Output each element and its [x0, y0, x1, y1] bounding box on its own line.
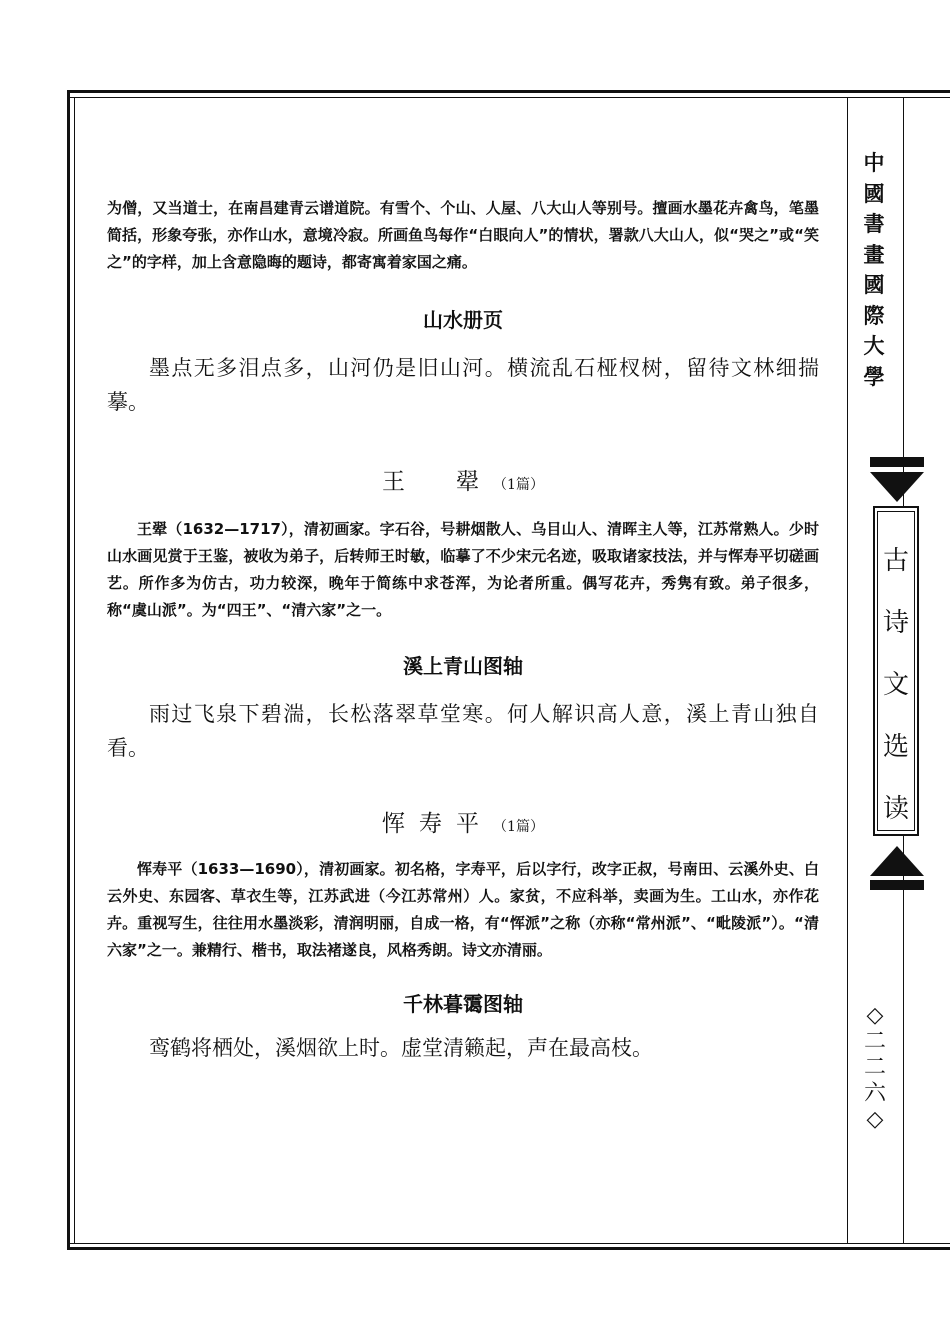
author-work-count: （1篇）: [493, 819, 544, 835]
title-cap-bar-top: [870, 457, 924, 467]
poem-title: 山水册页: [423, 308, 503, 332]
bio-yun-shouping: 恽寿平（1633—1690），清初画家。初名格，字寿平，后以字行，改字正叔，号南田、云溪外史、白云外史、东园客、草衣生等，江苏武进（今江苏常州）人。家贫，不应科举，卖画为生。工山水，亦作花卉。重视写生，往往用水墨淡彩，清润明丽，自成一格，有“恽派”之称（亦称“常州派”、“毗陵派”）。“清六家”之一。兼精行、楷书，取法褚遂良，风格秀朗。诗文亦清丽。: [107, 860, 819, 959]
poem-title: 溪上青山图轴: [403, 654, 523, 678]
bio-wang-hui: 王翚（1632—1717），清初画家。字石谷，号耕烟散人、乌目山人、清晖主人等，江苏常熟人。少时山水画见赏于王鉴，被收为弟子，后转师王时敏，临摹了不少宋元名迹，吸取诸家技法，并与恽寿平切磋画艺。所作多为仿古，功力较深，晚年于简练中求苍浑，为论者所重。偶写花卉，秀隽有致。弟子很多，称“虞山派”。为“四王”、“清六家”之一。: [107, 520, 819, 619]
poem-text: 鸾鹤将栖处，溪烟欲上时。虚堂清籁起，声在最高枝。: [149, 1036, 653, 1060]
book-title: 古诗文选读: [882, 546, 909, 824]
author-heading: [107, 463, 819, 496]
main-content: [107, 195, 819, 1065]
side-panel-left-line: [847, 97, 848, 1244]
frame-inner-bottom-line: [67, 1243, 950, 1244]
author-heading: [107, 805, 819, 838]
series-title: 中國書畫國際大學: [863, 150, 885, 389]
title-cap-bar-bottom: [870, 880, 924, 890]
bio-bada-shanren: 为僧，又当道士，在南昌建青云谱道院。有雪个、个山、人屋、八大山人等别号。擅画水墨花卉禽鸟，笔墨简括，形象夸张，亦作山水，意境冷寂。所画鱼鸟每作“白眼向人”的情状，署款八大山人，似“哭之”或“笑之”的字样，加上含意隐晦的题诗，都寄寓着家国之痛。: [107, 199, 819, 271]
frame-inner-left-line: [74, 97, 75, 1244]
poem-text: 雨过飞泉下碧湍，长松落翠草堂寒。何人解识高人意，溪上青山独自看。: [107, 702, 819, 760]
frame-inner-top-line: [67, 97, 950, 98]
poem-title: 千林暮霭图轴: [403, 992, 523, 1016]
title-cap-triangle-bottom: [870, 846, 924, 876]
title-cap-triangle-top: [870, 472, 924, 502]
page-number: ◇二二六◇: [863, 1003, 886, 1132]
author-name: 王 翚: [382, 469, 494, 495]
author-name: 恽寿平: [382, 811, 494, 837]
poem-text: 墨点无多泪点多，山河仍是旧山河。横流乱石桠杈树，留待文林细揣摹。: [107, 356, 819, 414]
author-work-count: （1篇）: [493, 477, 544, 493]
